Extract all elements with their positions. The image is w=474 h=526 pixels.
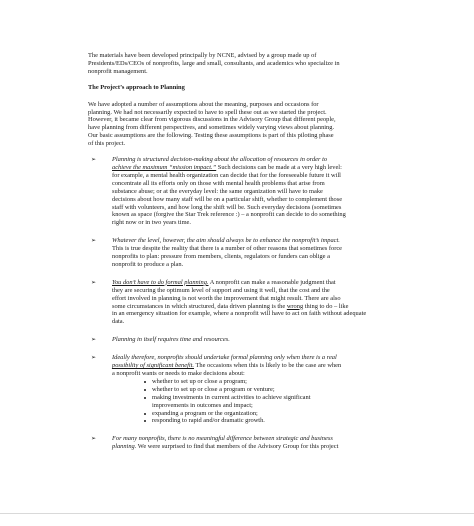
- text-line: nonprofit to produce a plan.: [112, 260, 184, 268]
- list-item: [88, 435, 418, 451]
- list-item: [88, 156, 418, 227]
- page-divider: [0, 513, 474, 514]
- assumptions-list: [88, 156, 418, 451]
- decision-sublist: [112, 378, 418, 425]
- text-line: This is true despite the reality that there is a number of other reasons that sometimes force: [112, 245, 342, 253]
- assumptions-paragraph: [88, 101, 418, 148]
- arrow-bullet-icon: ➢: [91, 354, 97, 362]
- text-line: known as space (forgive the Star Trek reference :) – a nonprofit can decide to do something: [112, 211, 346, 219]
- sublist-item: responding to rapid and/or dramatic growth.: [152, 417, 418, 425]
- text-line: nonprofits to plan: pressure from members, clients, regulators or funders can oblige a: [112, 253, 330, 261]
- list-item: [88, 354, 418, 425]
- sublist-item: whether to set up or close a program;: [152, 378, 418, 386]
- list-item: [88, 237, 418, 269]
- text-line: Whatever the level, however, the aim should always be to enhance the nonprofit’s impact.: [112, 237, 340, 245]
- text-line: We have adopted a number of assumptions about the meaning, purposes and occasions for: [88, 100, 319, 108]
- arrow-bullet-icon: ➢: [91, 435, 97, 443]
- sublist-item: [152, 394, 418, 410]
- text-fragment: A nonprofit can make a reasonable judgment that: [208, 278, 336, 286]
- text-line: for example, a mental health organization can decide that for the foreseeable future it will: [112, 171, 341, 179]
- sublist-item: whether to set up or close a program or venture;: [152, 386, 418, 394]
- text-fragment: thing to do – like: [303, 302, 349, 310]
- arrow-bullet-icon: ➢: [91, 156, 97, 164]
- emphasis-text: achieve the maximum “mission impact.”: [112, 163, 217, 171]
- text-line: data.: [112, 318, 125, 326]
- text-line: However, it became clear from vigorous discussions in the Advisory Group that different people,: [88, 116, 336, 124]
- emphasis-text: You don’t have to do formal planning.: [112, 278, 209, 286]
- intro-paragraph: [88, 52, 418, 76]
- text-fragment: some circumstances in which structured, data driven planning is the: [112, 302, 287, 310]
- arrow-bullet-icon: ➢: [91, 336, 97, 344]
- section-heading: The Project’s approach to Planning: [88, 83, 185, 91]
- emphasis-text: planning.: [112, 443, 137, 451]
- arrow-bullet-icon: ➢: [91, 278, 97, 286]
- text-line: improvements in outcomes and impact;: [152, 401, 253, 409]
- text-line: Our basic assumptions are the following. Testing these assumptions is part of this piloting phase: [88, 132, 334, 140]
- text-line: nonprofit management.: [88, 67, 148, 75]
- text-line: making investments in current activities to achieve significant: [152, 393, 311, 401]
- list-item: [88, 336, 418, 344]
- text-line: they are securing the optimum level of support and using it well, that the cost and the: [112, 286, 330, 294]
- text-line: a nonprofit wants or needs to make decisions about:: [112, 370, 245, 377]
- text-line: staff with volunteers, and how long the shift will be. Such everyday decisions (sometimes: [112, 203, 342, 211]
- underlined-word: wrong: [286, 302, 304, 310]
- text-fragment: The occasions when this is likely to be the case are when: [194, 362, 342, 370]
- text-line: Ideally therefore, nonprofits should undertake formal planning only when there is a real: [112, 354, 337, 362]
- text-line: of this project.: [88, 140, 126, 148]
- sublist-item: expanding a program or the organization;: [152, 410, 418, 418]
- text-line: The materials have been developed principally by NCNE, advised by a group made up of: [88, 52, 317, 59]
- text-line: concentrate all its efforts only on those with mental health problems that arise from: [112, 179, 325, 187]
- text-line: right now or in two years time.: [112, 219, 191, 227]
- text-fragment: Such decisions can be made at a very high level:: [216, 163, 342, 171]
- text-line: Presidents/EDs/CEOs of nonprofits, large and small, consultants, and academics who specialize in: [88, 59, 340, 67]
- text-line: Planning is structured decision-making about the allocation of resources in order to: [112, 156, 328, 164]
- list-item: [88, 279, 418, 326]
- text-line: in an emergency situation for example, where a nonprofit will have to act on faith without adequate: [112, 310, 367, 318]
- text-line: For many nonprofits, there is no meaningful difference between strategic and business: [112, 435, 333, 443]
- text-line: Planning in itself requires time and resources.: [112, 336, 230, 344]
- text-line: substance abuse; or at the everyday level: the same organization will have to make: [112, 187, 323, 195]
- emphasis-text: possibility of significant benefit.: [112, 362, 195, 370]
- text-line: planning. We had not necessarily expected to have to spell these out as we started the project.: [88, 108, 327, 116]
- arrow-bullet-icon: ➢: [91, 237, 97, 245]
- text-fragment: We were surprised to find that members of the Advisory Group for this project: [136, 443, 339, 451]
- text-line: decisions about how many staff will be on a particular shift, whether to complement those: [112, 195, 343, 203]
- text-line: effort involved in planning is not worth the improvement that might result. There are also: [112, 294, 341, 302]
- text-line: have planning from different perspectives, and sometimes widely varying views about planning.: [88, 124, 335, 132]
